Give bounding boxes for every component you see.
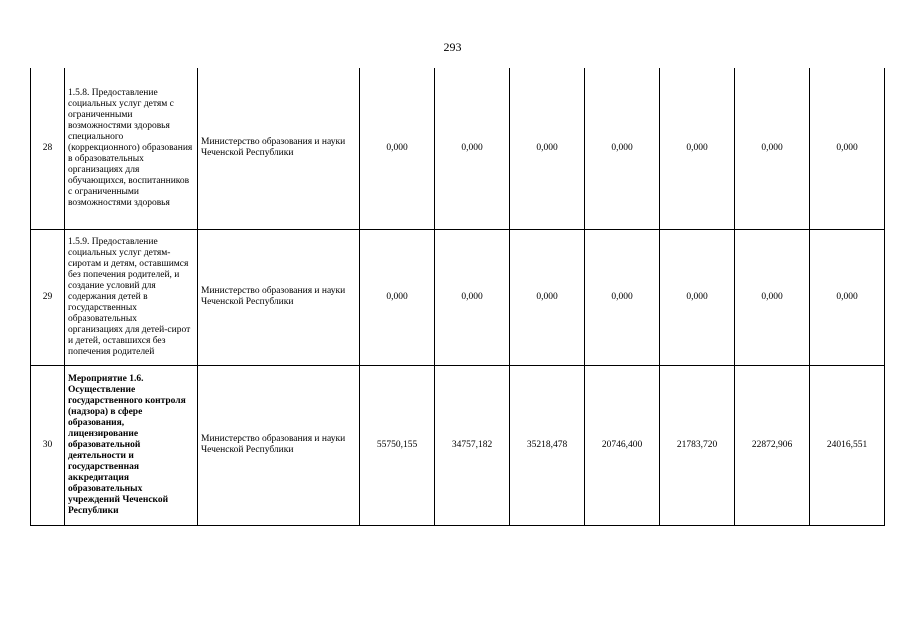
funding-value: 0,000	[660, 68, 735, 229]
funding-value: 0,000	[510, 229, 585, 365]
table-row	[31, 365, 885, 525]
executor: Министерство образования и науки Чеченской Республики	[198, 229, 360, 365]
funding-value: 0,000	[360, 229, 435, 365]
funding-value: 55750,155	[360, 365, 435, 525]
funding-value: 24016,551	[810, 365, 885, 525]
program-table	[30, 68, 885, 526]
funding-value: 21783,720	[660, 365, 735, 525]
row-number: 30	[31, 365, 65, 525]
funding-value: 22872,906	[735, 365, 810, 525]
funding-value: 0,000	[435, 229, 510, 365]
funding-value: 34757,182	[435, 365, 510, 525]
funding-value: 0,000	[360, 68, 435, 229]
page-number: 293	[443, 40, 462, 54]
funding-value: 0,000	[585, 68, 660, 229]
table-row	[31, 229, 885, 365]
funding-value: 0,000	[735, 68, 810, 229]
funding-value: 20746,400	[585, 365, 660, 525]
row-number: 28	[31, 68, 65, 229]
executor: Министерство образования и науки Чеченской Республики	[198, 365, 360, 525]
row-number: 29	[31, 229, 65, 365]
activity-name: Мероприятие 1.6. Осуществление государственного контроля (надзора) в сфере образования, лицензирование образовательной деятельности и государственная аккредитация образовательных учреждений Чеченской Республики	[65, 365, 198, 525]
funding-value: 0,000	[660, 229, 735, 365]
activity-name: 1.5.9. Предоставление социальных услуг детям-сиротам и детям, оставшимся без попечения родителей, и создание условий для содержания детей в государственных образовательных организациях для детей-сирот и детей, оставшихся без попечения родителей	[65, 229, 198, 365]
funding-value: 35218,478	[510, 365, 585, 525]
funding-value: 0,000	[810, 229, 885, 365]
activity-name: 1.5.8. Предоставление социальных услуг детям с ограниченными возможностями здоровья специального (коррекционного) образования в образовательных организациях для обучающихся, воспитанников с ограниченными возможностями здоровья	[65, 68, 198, 229]
table-row	[31, 68, 885, 229]
funding-value: 0,000	[810, 68, 885, 229]
executor: Министерство образования и науки Чеченской Республики	[198, 68, 360, 229]
funding-value: 0,000	[735, 229, 810, 365]
funding-value: 0,000	[510, 68, 585, 229]
funding-value: 0,000	[585, 229, 660, 365]
funding-value: 0,000	[435, 68, 510, 229]
